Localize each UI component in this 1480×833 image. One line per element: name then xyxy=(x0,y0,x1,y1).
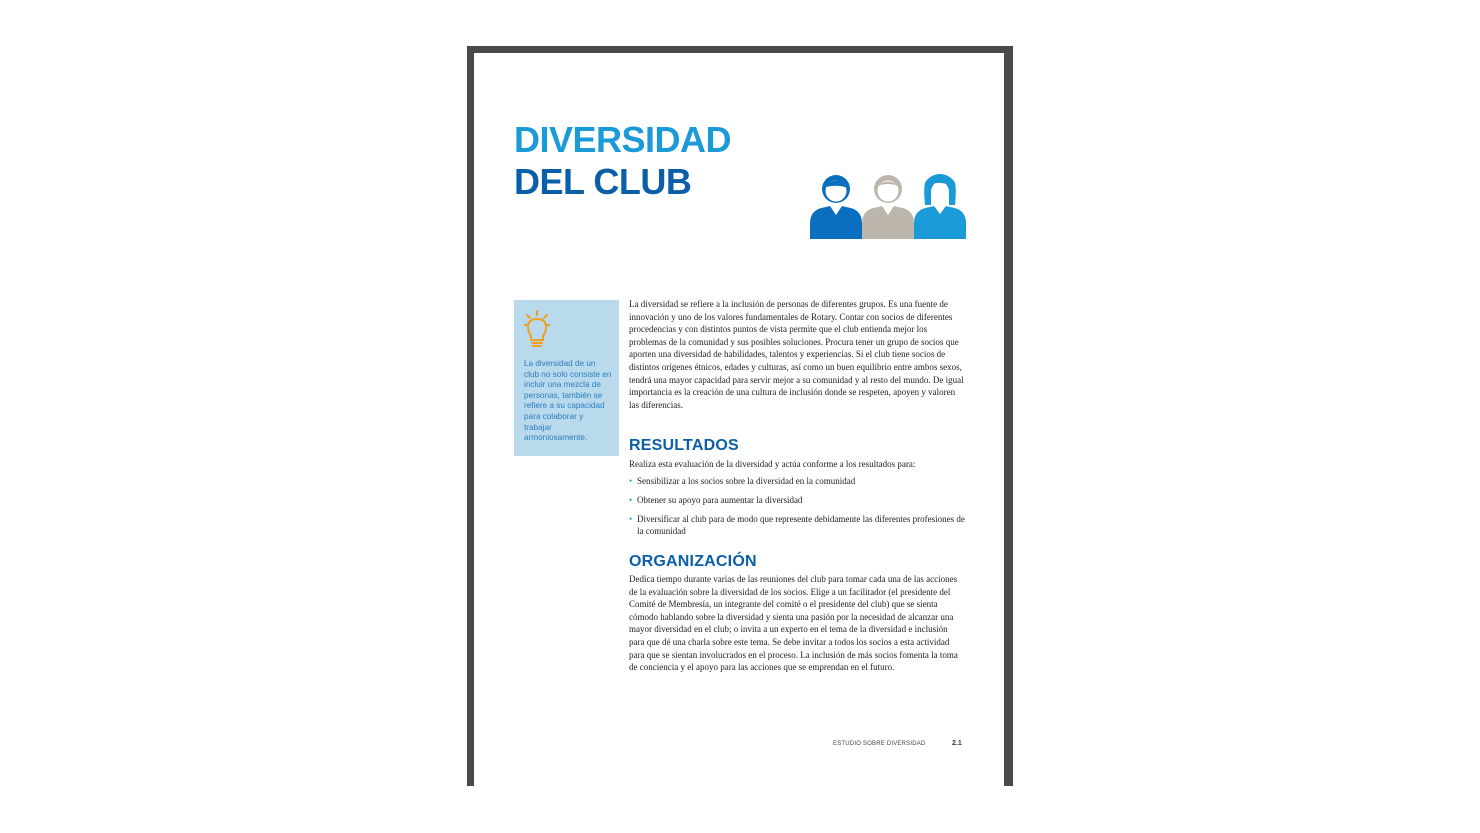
page-title xyxy=(514,119,731,203)
footer-label: ESTUDIO SOBRE DIVERSIDAD xyxy=(833,741,926,747)
list-item-text: Sensibilizar a los socios sobre la diversidad en la comunidad xyxy=(637,476,856,486)
document-page xyxy=(474,53,1004,786)
organizacion-heading: ORGANIZACIÓN xyxy=(629,553,757,570)
list-item xyxy=(629,513,965,537)
resultados-heading: RESULTADOS xyxy=(629,437,739,454)
resultados-lead: Realiza esta evaluación de la diversidad y actúa conforme a los resultados para: xyxy=(629,459,916,469)
tip-box xyxy=(514,300,619,456)
organizacion-paragraph: Dedica tiempo durante varias de las reuniones del club para tomar cada una de las acciones de la evaluación sobre la diversidad de los socios. Elige a un facilitador (el presidente del Comité de Membresía, un integrante del comité o el presidente del club) que se sienta cómodo hablando sobre la diversidad y sienta una pasión por la necesidad de alcanzar una mayor diversidad en el club; o invita a un experto en el tema de la diversidad e inclusión para que dé una charla sobre este tema. Se debe invitar a todos los socios a esta actividad para que se sientan involucrados en el proceso. La inclusión de más socios fomenta la toma de conciencia y el apoyo para las acciones que se emprendan en el futuro. xyxy=(629,574,958,673)
person-gray-icon xyxy=(862,175,914,239)
list-item xyxy=(629,494,965,506)
bullet-icon: • xyxy=(629,514,633,524)
person-male-icon xyxy=(810,175,862,239)
resultados-list xyxy=(629,475,965,544)
three-people-icon xyxy=(810,171,966,239)
lightbulb-icon xyxy=(524,310,550,350)
person-female-icon xyxy=(914,174,966,239)
bullet-icon: • xyxy=(629,495,633,505)
tip-text: La diversidad de un club no solo consiste en incluir una mezcla de personas, también se refiere a su capacidad para colaborar y trabajar armoniosamente. xyxy=(524,359,612,443)
intro-paragraph: La diversidad se refiere a la inclusión de personas de diferentes grupos. Es una fuente de innovación y uno de los valores fundamentales de Rotary. Contar con socios de diferentes procedencias y con distintos puntos de vista permite que el club entienda mejor los problemas de la comunidad y sus posibles soluciones. Procura tener un grupo de socios que aporten una diversidad de habilidades, talentos y experiencias. Si el club tiene socios de distintos orígenes étnicos, edades y culturas, así como un buen equilibrio entre ambos sexos, tendrá una mayor capacidad para servir mejor a su comunidad y al resto del mundo. De igual importancia es la creación de una cultura de inclusión donde se respeten, apoyen y valoren las diferencias. xyxy=(629,299,964,410)
list-item xyxy=(629,475,965,487)
list-item-text: Obtener su apoyo para aumentar la diversidad xyxy=(637,495,803,505)
bullet-icon: • xyxy=(629,476,633,486)
page-number: 2.1 xyxy=(952,740,962,747)
list-item-text: Diversificar al club para de modo que represente debidamente las diferentes profesiones de la comunidad xyxy=(637,514,965,536)
page-title-line-2: DEL CLUB xyxy=(514,161,692,202)
page-title-line-1: DIVERSIDAD xyxy=(514,119,732,160)
